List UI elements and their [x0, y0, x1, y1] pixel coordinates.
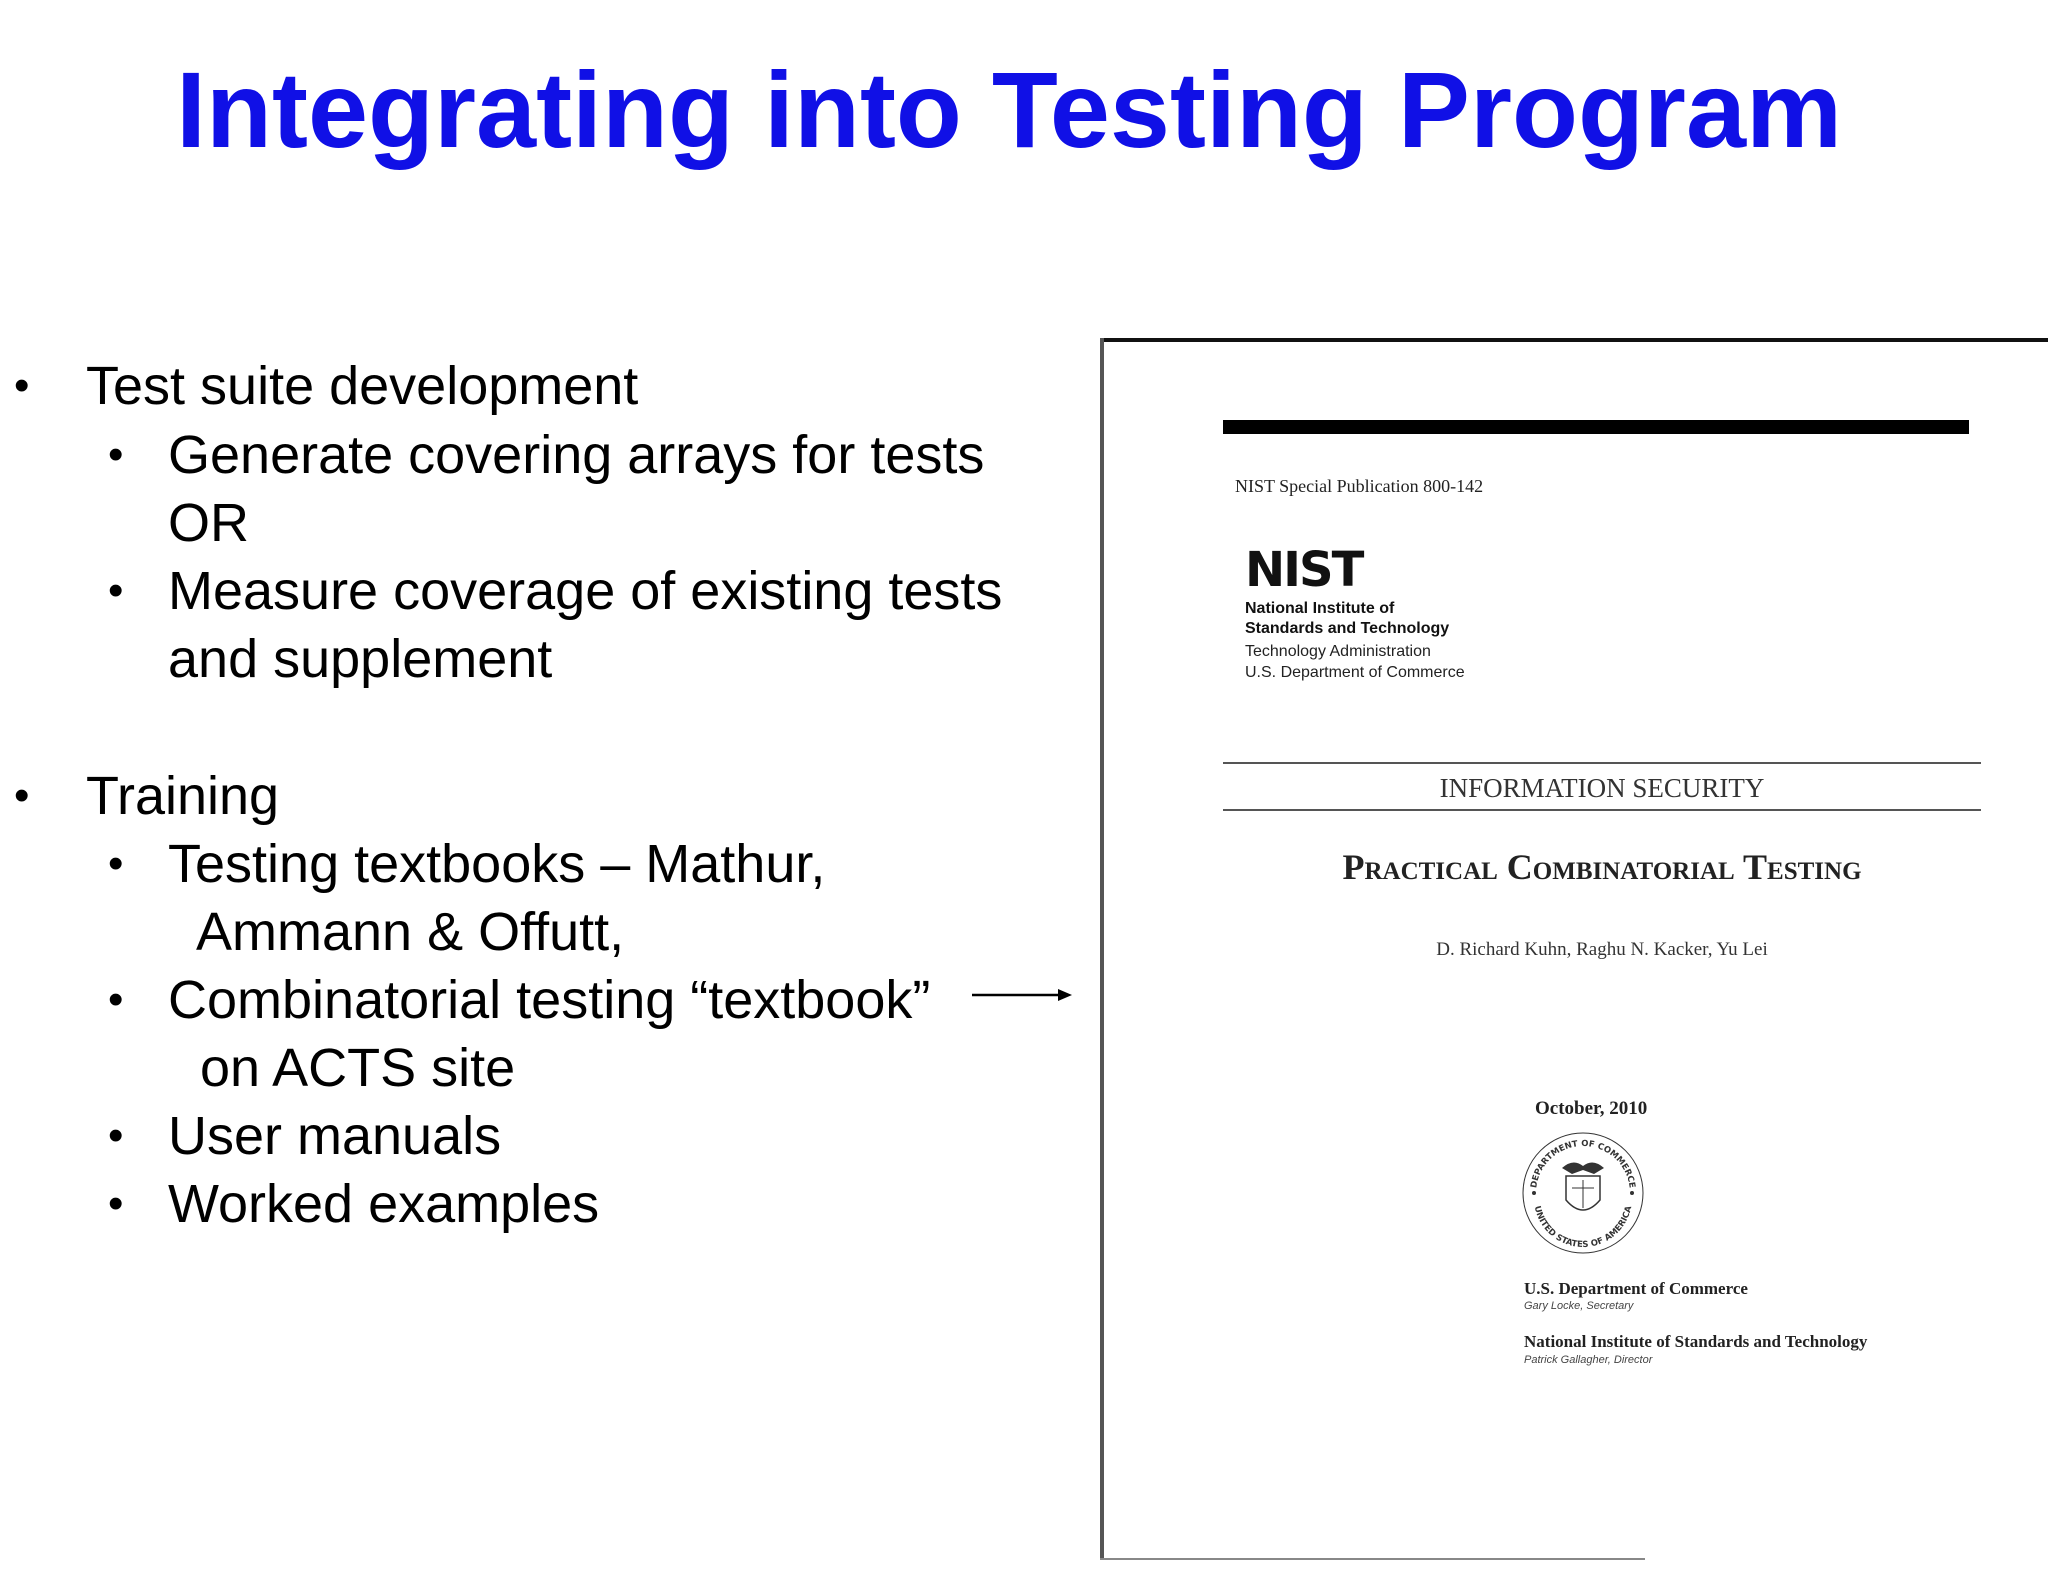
- bullet-textbooks-line1: Testing textbooks – Mathur,: [168, 834, 826, 894]
- bullet-textbooks-line2: Ammann & Offutt,: [196, 902, 625, 962]
- cover-border-bottom: [1100, 1558, 1645, 1560]
- cover-top-bar: [1223, 420, 1969, 434]
- document-cover: [1100, 338, 2048, 1560]
- slide-title: Integrating into Testing Program: [176, 49, 1843, 170]
- bullet-combinatorial-line1: Combinatorial testing “textbook”: [168, 970, 931, 1030]
- cover-section: INFORMATION SECURITY: [1439, 773, 1765, 803]
- cover-institute-head: Patrick Gallagher, Director: [1524, 1354, 1653, 1366]
- cover-org-line3: Technology Administration: [1245, 643, 1431, 660]
- cover-rule-top: [1223, 762, 1981, 764]
- bullet-generate-line1: Generate covering arrays for tests: [168, 425, 985, 485]
- svg-text:UNITED STATES OF AMERICA: UNITED STATES OF AMERICA: [1531, 1204, 1635, 1251]
- cover-border-top: [1100, 338, 2048, 342]
- cover-title: Practical Combinatorial Testing: [1342, 847, 1862, 887]
- bullet-marker: •: [108, 1111, 124, 1160]
- bullet-training: Training: [86, 766, 280, 826]
- cover-border-left: [1100, 338, 1104, 1560]
- bullet-test-suite: Test suite development: [86, 356, 639, 416]
- cover-rule-bottom: [1223, 809, 1981, 811]
- cover-pub-number: NIST Special Publication 800-142: [1235, 476, 1484, 496]
- nist-logo-icon: NIST: [1245, 542, 1363, 598]
- bullet-user-manuals: User manuals: [168, 1106, 502, 1166]
- bullet-combinatorial-line2: on ACTS site: [200, 1038, 516, 1098]
- cover-authors: D. Richard Kuhn, Raghu N. Kacker, Yu Lei: [1436, 939, 1768, 960]
- bullet-marker: •: [108, 430, 124, 479]
- bullet-marker: •: [108, 975, 124, 1024]
- bullet-worked-examples: Worked examples: [168, 1174, 600, 1234]
- bullet-generate-line2: OR: [168, 493, 249, 553]
- cover-dept-head: Gary Locke, Secretary: [1524, 1300, 1634, 1312]
- bullet-measure-line2: and supplement: [168, 629, 553, 689]
- cover-org-line4: U.S. Department of Commerce: [1245, 664, 1465, 681]
- cover-dept: U.S. Department of Commerce: [1524, 1279, 1748, 1298]
- bullet-marker: •: [108, 1179, 124, 1228]
- bullet-marker: •: [108, 566, 124, 615]
- bullet-marker: •: [14, 361, 30, 410]
- cover-org-line1: National Institute of: [1245, 600, 1395, 617]
- cover-date: October, 2010: [1535, 1098, 1648, 1119]
- cover-org-line2: Standards and Technology: [1245, 620, 1450, 637]
- cover-institute: National Institute of Standards and Technology: [1524, 1332, 1868, 1351]
- bullet-marker: •: [14, 771, 30, 820]
- bullet-measure-line1: Measure coverage of existing tests: [168, 561, 1003, 621]
- bullet-marker: •: [108, 839, 124, 888]
- commerce-seal-icon: [1518, 1128, 1648, 1258]
- svg-text:DEPARTMENT OF COMMERCE: DEPARTMENT OF COMMERCE: [1529, 1138, 1637, 1189]
- arrow-right-icon: [972, 983, 1072, 1007]
